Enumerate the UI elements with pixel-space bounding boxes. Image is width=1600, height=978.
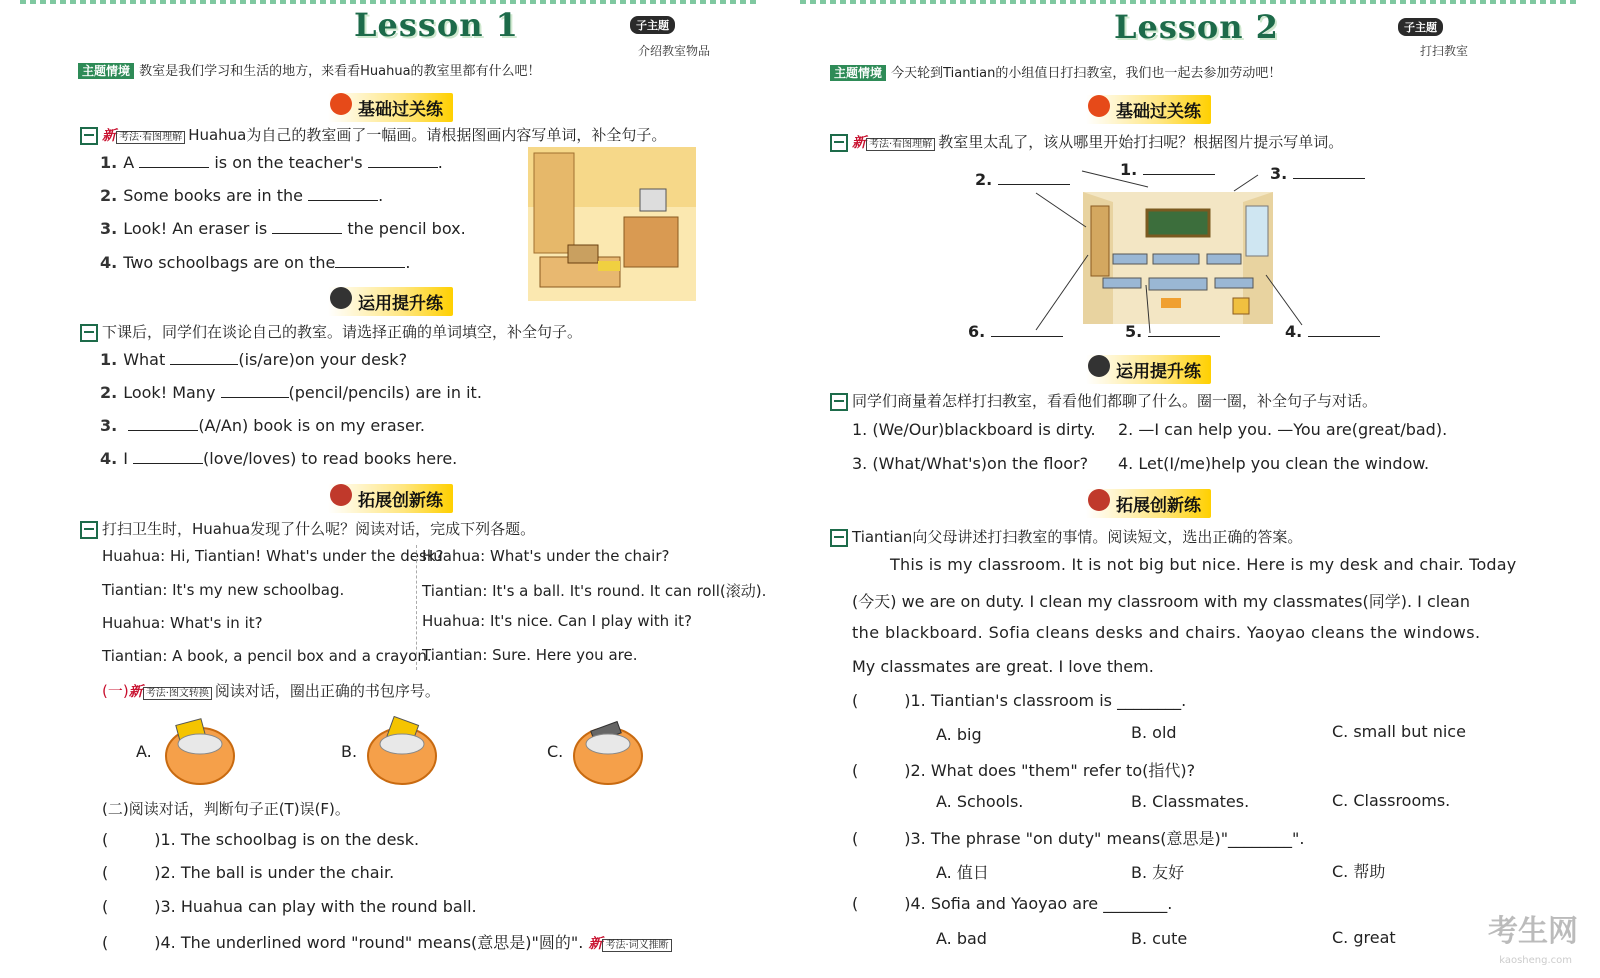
item-text: 3. Huahua can play with the round ball. (160, 897, 477, 916)
lesson-1-page (0, 0, 790, 978)
item-text: is on the teacher's (214, 153, 363, 172)
part-label: (一) (102, 682, 129, 700)
part-2-title: (二)阅读对话，判断句子正(T)误(F)。 (102, 800, 350, 818)
subtheme (1398, 16, 1443, 36)
answer-blank[interactable] (1148, 322, 1220, 337)
mc-question-3 (852, 826, 1305, 849)
bag-option-c-label[interactable]: C. (547, 742, 564, 761)
answer-blank[interactable] (308, 186, 378, 201)
item-text: . (405, 253, 411, 272)
mc-3-option-c[interactable]: C. 帮助 (1332, 862, 1386, 881)
intro-text: 教室是我们学习和生活的地方，来看看Huahua的教室里都有什么吧！ (139, 64, 541, 79)
item-text: Look! Many (123, 383, 216, 402)
schoolbag-c-icon[interactable] (568, 716, 648, 786)
section-title: 拓展创新练 (358, 491, 443, 511)
q2-item-3: 3. (What/What's)on the floor? (852, 454, 1089, 473)
pic-label-6 (968, 322, 1063, 341)
new-subtag: 考法·图文转换 (143, 687, 212, 700)
item-text: Two schoolbags are on the (123, 253, 336, 272)
question-text: 下课后，同学们在谈论自己的教室。请选择正确的单词填空，补全句子。 (102, 323, 583, 341)
item-text: the pencil box. (347, 219, 466, 238)
item-text: What (123, 350, 166, 369)
section-title: 运用提升练 (358, 294, 443, 314)
label-number: 4. (1285, 322, 1303, 341)
question-1-title (80, 124, 666, 145)
question-number-icon (830, 393, 848, 411)
answer-paren[interactable]: ( (852, 894, 859, 913)
watermark-url: kaosheng.com (1499, 955, 1572, 966)
mc-question-2 (852, 758, 1195, 781)
dialog-line: Tiantian: It's a ball. It's round. It can roll(滚动). (422, 582, 767, 600)
question-3-title (830, 526, 1302, 547)
answer-blank[interactable] (139, 153, 209, 168)
item-text: 1. The schoolbag is on the desk. (160, 830, 420, 849)
mc-2-option-c[interactable]: C. Classrooms. (1332, 791, 1451, 810)
mc-4-option-b[interactable]: B. cute (1131, 929, 1188, 948)
new-subtag: 考法·看图理解 (866, 138, 935, 151)
item-number: 1. (100, 153, 118, 172)
item-text: (A/An) book is on my eraser. (198, 416, 426, 435)
q2-item-1 (100, 350, 407, 369)
subtheme-text: 打扫教室 (1420, 44, 1469, 58)
subtheme-text: 介绍教室物品 (638, 44, 711, 58)
item-text: I (123, 449, 128, 468)
item-number: 4. (100, 449, 118, 468)
question-3-title (80, 518, 535, 539)
item-text: 2. The ball is under the chair. (160, 863, 395, 882)
apple-icon (1088, 95, 1110, 117)
new-subtag: 考法·词义推断 (602, 939, 671, 952)
answer-paren[interactable]: ( (102, 897, 109, 916)
part-1-title (102, 680, 440, 701)
new-tag: 新 (588, 936, 603, 952)
answer-paren[interactable]: ( (852, 691, 859, 710)
new-tag: 新 (852, 135, 866, 151)
answer-paren[interactable]: ( (102, 830, 109, 849)
answer-blank[interactable] (1293, 164, 1365, 179)
label-number: 6. (968, 322, 986, 341)
mc-1-option-a[interactable]: A. big (936, 725, 982, 744)
q2-item-3 (100, 416, 425, 435)
question-number-icon (80, 324, 98, 342)
pen-icon (330, 287, 352, 309)
lesson-title: Lesson 1 (354, 6, 519, 44)
mc-3-option-b[interactable]: B. 友好 (1131, 863, 1185, 882)
item-text: Look! An eraser is (123, 219, 268, 238)
answer-blank[interactable] (170, 350, 238, 365)
answer-blank[interactable] (128, 416, 198, 431)
answer-paren[interactable]: ( (102, 863, 109, 882)
answer-blank[interactable] (133, 449, 203, 464)
section-extend (1086, 489, 1211, 518)
mc-1-option-c[interactable]: C. small but nice (1332, 722, 1466, 741)
item-text: . (437, 153, 443, 172)
q1-item-4 (100, 253, 410, 272)
new-tag: 新 (102, 128, 116, 144)
question-text: 阅读对话，圈出正确的书包序号。 (214, 682, 440, 700)
label-number: 3. (1270, 164, 1288, 183)
question-number-icon (830, 529, 848, 547)
label-number: 2. (975, 170, 993, 189)
classroom-illustration (528, 147, 696, 301)
subtheme-badge: 子主题 (1398, 18, 1443, 36)
tf-item-1: ( )1. The schoolbag is on the desk. (102, 830, 420, 849)
subtheme (630, 14, 675, 34)
answer-blank[interactable] (221, 383, 289, 398)
section-basic (328, 93, 453, 122)
dialog-line: Huahua: It's nice. Can I play with it? (422, 612, 692, 630)
answer-blank[interactable] (335, 253, 405, 268)
section-title: 基础过关练 (358, 100, 443, 120)
q1-item-2 (100, 186, 383, 205)
tf-item-2: ( )2. The ball is under the chair. (102, 863, 395, 882)
section-extend (328, 484, 453, 513)
pen-icon (1088, 355, 1110, 377)
item-number: 2. (100, 383, 118, 402)
question-text: )1. Tiantian's classroom is ________. (904, 691, 1187, 710)
label-number: 5. (1125, 322, 1143, 341)
bag-option-b-label[interactable]: B. (341, 742, 358, 761)
mc-2-option-a[interactable]: A. Schools. (936, 792, 1024, 811)
subtheme-badge: 子主题 (630, 16, 675, 34)
answer-blank[interactable] (272, 219, 342, 234)
dialog-line: Tiantian: It's my new schoolbag. (102, 581, 345, 599)
dialog-line: Tiantian: A book, a pencil box and a crayon. (102, 647, 432, 665)
dialog-line: Huahua: Hi, Tiantian! What's under the desk? (102, 547, 444, 565)
question-2-title (80, 321, 582, 342)
new-subtag: 考法·看图理解 (116, 131, 185, 144)
pic-label-4 (1285, 322, 1380, 341)
passage-line: the blackboard. Sofia cleans desks and chairs. Yaoyao cleans the windows. (852, 623, 1481, 642)
question-number-icon (80, 521, 98, 539)
section-basic (1086, 95, 1211, 124)
pic-label-1 (1120, 160, 1215, 179)
watermark-logo: 考生网 (1488, 914, 1578, 949)
question-text: Huahua为自己的教室画了一幅画。请根据图画内容写单词，补全句子。 (188, 126, 667, 144)
question-number-icon (80, 127, 98, 145)
section-apply (328, 287, 453, 316)
dialog-line: Tiantian: Sure. Here you are. (422, 646, 638, 664)
item-text: (pencil/pencils) are in it. (288, 383, 482, 402)
answer-blank[interactable] (991, 322, 1063, 337)
item-text: (love/loves) to read books here. (203, 449, 458, 468)
item-text: Some books are in the (123, 186, 303, 205)
question-text: Tiantian向父母讲述打扫教室的事情。阅读短文，选出正确的答案。 (852, 528, 1303, 546)
question-text: 同学们商量着怎样打扫教室，看看他们都聊了什么。圈一圈，补全句子与对话。 (852, 392, 1378, 410)
item-number: 3. (100, 219, 118, 238)
question-text: )2. What does "them" refer to(指代)? (904, 761, 1196, 780)
schoolbag-b-icon[interactable] (362, 716, 440, 786)
answer-paren[interactable]: ( (102, 933, 109, 952)
label-pointer-lines (1030, 165, 1370, 335)
mc-2-option-b[interactable]: B. Classmates. (1131, 792, 1250, 811)
q2-item-4 (100, 449, 457, 468)
theme-tag: 主题情境 (78, 63, 134, 79)
question-number-icon (830, 134, 848, 152)
item-text: A (123, 153, 135, 172)
answer-blank[interactable] (1308, 322, 1380, 337)
pic-label-2 (975, 170, 1070, 189)
dialog-line: Huahua: What's in it? (102, 614, 263, 632)
lesson-title: Lesson 2 (1114, 8, 1279, 46)
question-text: 打扫卫生时，Huahua发现了什么呢？阅读对话，完成下列各题。 (102, 520, 536, 538)
q2-item-2: 2. —I can help you. —You are(great/bad). (1118, 420, 1448, 439)
mc-question-4 (852, 894, 1172, 913)
intro-text: 今天轮到Tiantian的小组值日打扫教室，我们也一起去参加劳动吧！ (891, 66, 1282, 81)
item-number: 1. (100, 350, 118, 369)
section-apply (1086, 355, 1211, 384)
item-text: . (378, 186, 384, 205)
question-text: 教室里太乱了，该从哪里开始打扫呢？根据图片提示写单词。 (938, 133, 1344, 151)
section-title: 运用提升练 (1116, 362, 1201, 382)
new-tag: 新 (128, 684, 143, 700)
label-number: 1. (1120, 160, 1138, 179)
q1-item-3 (100, 219, 466, 238)
question-1-title (830, 131, 1343, 152)
passage-line: My classmates are great. I love them. (852, 657, 1154, 676)
globe-icon (1088, 489, 1110, 511)
theme-intro (78, 60, 541, 79)
passage-line: (今天) we are on duty. I clean my classroom with my classmates(同学). I clean (852, 592, 1470, 611)
mc-3-option-a[interactable]: A. 值日 (936, 863, 989, 882)
answer-blank[interactable] (998, 170, 1070, 185)
theme-intro (830, 62, 1281, 81)
bag-option-a-label[interactable]: A. (136, 742, 152, 761)
tf-item-3: ( )3. Huahua can play with the round ball. (102, 897, 477, 916)
q2-item-2 (100, 383, 482, 402)
mc-4-option-c[interactable]: C. great (1332, 928, 1396, 947)
mc-question-1 (852, 691, 1186, 710)
dialog-line: Huahua: What's under the chair? (422, 547, 670, 565)
globe-icon (330, 484, 352, 506)
tf-item-4: ( )4. The underlined word "round" means(意思是)"圆的". 新 考法·词义推断 (102, 930, 675, 953)
item-number: 4. (100, 253, 118, 272)
item-text: (is/are)on your desk? (238, 350, 408, 369)
apple-icon (330, 93, 352, 115)
question-text: )3. The phrase "on duty" means(意思是)"________". (904, 829, 1305, 848)
passage-line: This is my classroom. It is not big but nice. Here is my desk and chair. Today (890, 555, 1517, 574)
pic-label-5 (1125, 322, 1220, 341)
item-number: 3. (100, 416, 118, 435)
answer-blank[interactable] (1143, 160, 1215, 175)
mc-1-option-b[interactable]: B. old (1131, 723, 1177, 742)
lesson-2-page (800, 0, 1600, 978)
item-text: 4. The underlined word "round" means(意思是)"圆的". (160, 933, 584, 952)
q1-item-1 (100, 153, 443, 172)
q2-item-1: 1. (We/Our)blackboard is dirty. (852, 420, 1096, 439)
answer-paren[interactable]: ( (852, 761, 859, 780)
item-number: 2. (100, 186, 118, 205)
question-text: )4. Sofia and Yaoyao are ________. (904, 894, 1173, 913)
theme-tag: 主题情境 (830, 65, 886, 81)
pic-label-3 (1270, 164, 1365, 183)
answer-blank[interactable] (368, 153, 438, 168)
question-2-title (830, 390, 1377, 411)
schoolbag-a-icon[interactable] (160, 716, 238, 786)
section-title: 拓展创新练 (1116, 496, 1201, 516)
mc-4-option-a[interactable]: A. bad (936, 929, 987, 948)
q2-item-4: 4. Let(I/me)help you clean the window. (1118, 454, 1430, 473)
answer-paren[interactable]: ( (852, 829, 859, 848)
dialog-divider (416, 545, 417, 670)
section-title: 基础过关练 (1116, 102, 1201, 122)
